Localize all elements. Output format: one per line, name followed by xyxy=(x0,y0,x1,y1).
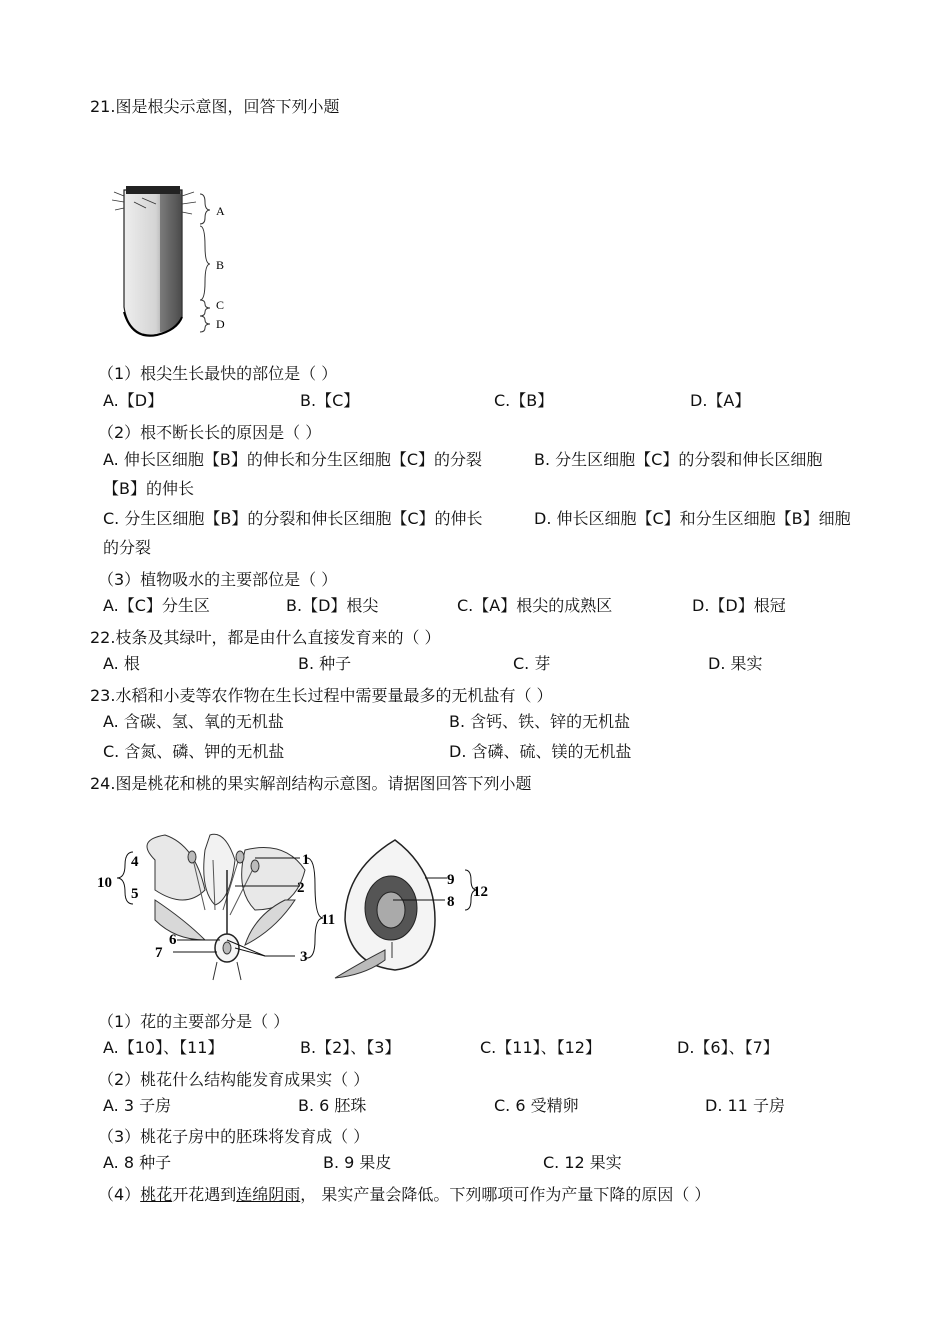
q22-option-d[interactable]: D. 果实 xyxy=(708,654,763,673)
flower-label-3: 3 xyxy=(300,949,308,965)
root-label-c: C xyxy=(216,298,225,312)
fruit-label-8: 8 xyxy=(447,894,455,910)
root-label-b: B xyxy=(216,258,225,272)
q24-sub4-mid: 开花遇到 xyxy=(172,1185,237,1204)
q21-sub3-option-c[interactable]: C.【A】根尖的成熟区 xyxy=(457,596,613,615)
q21-sub1-stem: （1）根尖生长最快的部位是（ ） xyxy=(98,364,338,383)
flower-label-10: 10 xyxy=(97,875,112,891)
q24-sub4-underlined-peach: 桃花 xyxy=(140,1185,173,1204)
q23-option-a[interactable]: A. 含碳、氢、氧的无机盐 xyxy=(103,712,284,731)
q22-option-a[interactable]: A. 根 xyxy=(103,654,140,673)
flower-label-5: 5 xyxy=(131,886,139,902)
root-tip-diagram xyxy=(112,182,242,342)
q24-sub4-rest: ， 果实产量会降低。下列哪项可作为产量下降的原因（ ） xyxy=(300,1185,711,1204)
question-22-stem: 22.枝条及其绿叶，都是由什么直接发育来的（ ） xyxy=(90,628,441,647)
q24-sub2-stem: （2）桃花什么结构能发育成果实（ ） xyxy=(98,1070,370,1089)
flower-label-1: 1 xyxy=(302,852,310,868)
flower-label-6: 6 xyxy=(169,932,177,948)
q21-sub2-option-d-cont[interactable]: 的分裂 xyxy=(103,538,152,557)
q21-sub2-option-a[interactable]: A. 伸长区细胞【B】的伸长和分生区细胞【C】的分裂 xyxy=(103,450,482,469)
flower-label-11: 11 xyxy=(321,912,336,928)
q24-sub1-stem: （1）花的主要部分是（ ） xyxy=(98,1012,290,1031)
q21-sub3-option-d[interactable]: D.【D】根冠 xyxy=(692,596,786,615)
q21-sub2-stem: （2）根不断长长的原因是（ ） xyxy=(98,423,322,442)
q24-sub2-option-d[interactable]: D. 11 子房 xyxy=(705,1096,785,1115)
flower-label-2: 2 xyxy=(297,880,305,896)
root-label-a: A xyxy=(216,204,225,218)
q24-sub4-prefix: （4） xyxy=(98,1185,141,1204)
q21-sub1-option-b[interactable]: B.【C】 xyxy=(300,391,360,410)
q21-sub2-option-c[interactable]: C. 分生区细胞【B】的分裂和伸长区细胞【C】的伸长 xyxy=(103,509,483,528)
q24-sub1-option-b[interactable]: B.【2】、【3】 xyxy=(300,1038,401,1057)
q24-sub4-stem xyxy=(98,1182,710,1205)
q21-sub2-option-b[interactable]: B. 分生区细胞【C】的分裂和伸长区细胞 xyxy=(534,450,823,469)
q21-sub1-option-d[interactable]: D.【A】 xyxy=(690,391,751,410)
q24-sub2-option-c[interactable]: C. 6 受精卵 xyxy=(494,1096,579,1115)
root-label-d: D xyxy=(216,317,225,331)
question-21-stem: 21.图是根尖示意图，回答下列小题 xyxy=(90,97,340,116)
question-24-stem: 24.图是桃花和桃的果实解剖结构示意图。请据图回答下列小题 xyxy=(90,774,532,793)
q22-option-b[interactable]: B. 种子 xyxy=(298,654,352,673)
q24-sub2-option-a[interactable]: A. 3 子房 xyxy=(103,1096,172,1115)
flower-label-4: 4 xyxy=(131,854,139,870)
q24-sub3-option-a[interactable]: A. 8 种子 xyxy=(103,1153,172,1172)
q21-sub3-stem: （3）植物吸水的主要部位是（ ） xyxy=(98,570,338,589)
q24-sub3-option-c[interactable]: C. 12 果实 xyxy=(543,1153,622,1172)
q23-option-c[interactable]: C. 含氮、磷、钾的无机盐 xyxy=(103,742,285,761)
q24-sub2-option-b[interactable]: B. 6 胚珠 xyxy=(298,1096,367,1115)
q23-option-b[interactable]: B. 含钙、铁、锌的无机盐 xyxy=(449,712,631,731)
q24-sub1-option-d[interactable]: D.【6】、【7】 xyxy=(677,1038,779,1057)
q24-sub3-stem: （3）桃花子房中的胚珠将发育成（ ） xyxy=(98,1127,370,1146)
question-23-stem: 23.水稻和小麦等农作物在生长过程中需要量最多的无机盐有（ ） xyxy=(90,686,553,705)
peach-flower-fruit-diagram xyxy=(95,830,505,982)
q21-sub1-option-c[interactable]: C.【B】 xyxy=(494,391,554,410)
fruit-label-12: 12 xyxy=(473,884,488,900)
q21-sub1-option-a[interactable]: A.【D】 xyxy=(103,391,164,410)
q24-sub4-underlined-rain: 连绵阴雨 xyxy=(236,1185,301,1204)
q23-option-d[interactable]: D. 含磷、硫、镁的无机盐 xyxy=(449,742,632,761)
flower-label-7: 7 xyxy=(155,945,163,961)
q21-sub2-option-d[interactable]: D. 伸长区细胞【C】和分生区细胞【B】细胞 xyxy=(534,509,851,528)
q21-sub2-option-b-cont[interactable]: 【B】的伸长 xyxy=(103,479,194,498)
q21-sub3-option-b[interactable]: B.【D】根尖 xyxy=(286,596,379,615)
q21-sub3-option-a[interactable]: A.【C】分生区 xyxy=(103,596,210,615)
q22-option-c[interactable]: C. 芽 xyxy=(513,654,551,673)
q24-sub1-option-a[interactable]: A.【10】、【11】 xyxy=(103,1038,224,1057)
q24-sub3-option-b[interactable]: B. 9 果皮 xyxy=(323,1153,392,1172)
fruit-label-9: 9 xyxy=(447,872,455,888)
q24-sub1-option-c[interactable]: C.【11】、【12】 xyxy=(480,1038,601,1057)
